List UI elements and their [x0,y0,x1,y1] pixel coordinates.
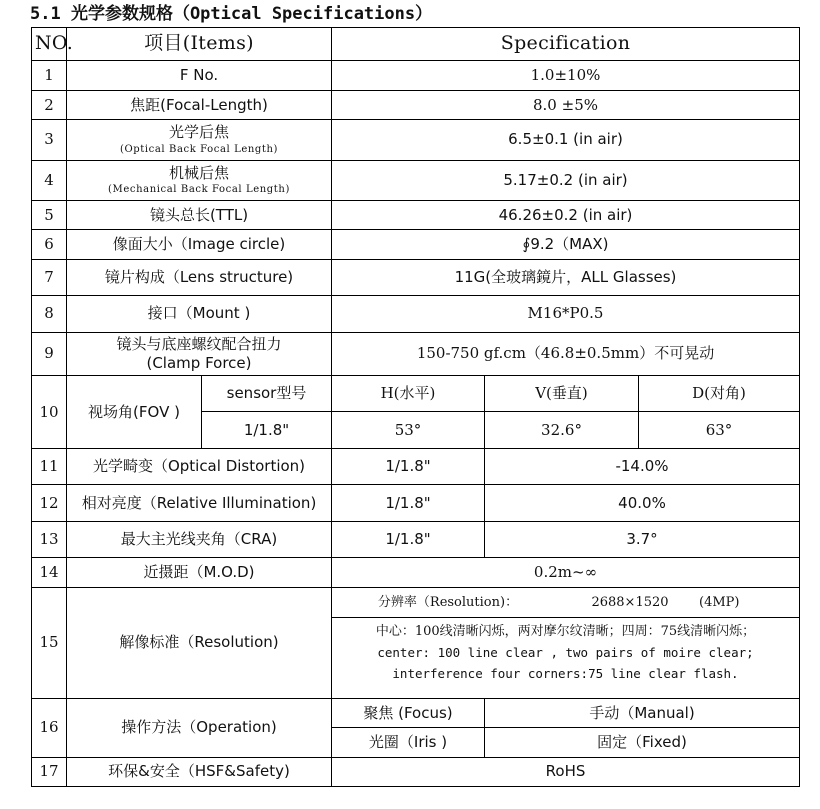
row-sensor: 1/1.8" [332,485,485,521]
row-no: 4 [32,160,67,200]
table-row [32,201,800,230]
table-row [32,558,800,587]
row-no: 3 [32,120,67,160]
fov-d-value: 63° [639,412,800,448]
row-item: 焦距(Focal-Length) [67,90,332,119]
row-spec: 150-750 gf.cm（46.8±0.5mm）不可晃动 [332,332,800,376]
row-item: 接口（Mount ) [67,296,332,332]
row-item: 最大主光线夹角（CRA) [67,521,332,557]
table-row [32,587,800,617]
row-spec: 46.26±0.2 (in air) [332,201,800,230]
row-no: 9 [32,332,67,376]
table-row [32,757,800,786]
row-no: 5 [32,201,67,230]
row-no: 13 [32,521,67,557]
row-spec: 3.7° [485,521,800,557]
operation-focus-value: 手动（Manual) [485,698,800,727]
row-item: 操作方法（Operation) [67,698,332,757]
table-row [32,521,800,557]
fov-v-label: V(垂直) [485,376,639,412]
row-no: 6 [32,230,67,259]
section-title: 5.1 光学参数规格（Optical Specifications） [30,4,433,24]
resolution-criteria [332,617,800,698]
row-no: 2 [32,90,67,119]
row-no: 12 [32,485,67,521]
table-row [32,698,800,727]
header-items: 项目(Items) [67,28,332,61]
row-item [67,160,332,200]
fov-v-value: 32.6° [485,412,639,448]
row-no: 8 [32,296,67,332]
row-item-sublabel: (Mechanical Back Focal Length) [108,184,290,196]
row-item: 视场角(FOV ) [67,376,202,449]
row-spec: M16*P0.5 [332,296,800,332]
row-item: 相对亮度（Relative Illumination) [67,485,332,521]
row-item: 解像标准（Resolution) [67,587,332,698]
row-no: 11 [32,448,67,484]
row-spec: 11G(全玻璃鏡片，ALL Glasses) [332,259,800,295]
table-header-row [32,28,800,61]
row-item: F No. [67,61,332,90]
row-spec: 0.2m~∞ [332,558,800,587]
table-row [32,61,800,90]
header-no: NO. [32,28,67,61]
row-no: 7 [32,259,67,295]
row-no: 10 [32,376,67,449]
row-spec: 6.5±0.1 (in air) [332,120,800,160]
table-row [32,90,800,119]
operation-iris-value: 固定（Fixed) [485,728,800,757]
row-item: 光学畸变（Optical Distortion) [67,448,332,484]
row-item-sublabel: (Optical Back Focal Length) [119,143,279,155]
fov-sensor-value: 1/1.8" [202,412,332,448]
row-item [67,332,332,376]
row-item: 镜片构成（Lens structure) [67,259,332,295]
table-row [32,160,800,200]
optical-spec-table [31,27,800,787]
resolution-criteria-cn: 中心：100线清晰闪烁，两对摩尔纹清晰；四周：75线清晰闪烁； [375,623,756,639]
resolution-label: 分辨率（Resolution)： [377,594,519,610]
row-item-label: 镜头与底座螺纹配合扭力 [116,335,282,354]
table-row [32,376,800,412]
row-item [67,120,332,160]
table-row [32,230,800,259]
row-sensor: 1/1.8" [332,521,485,557]
row-spec: 1.0±10% [332,61,800,90]
row-spec: 40.0% [485,485,800,521]
resolution-criteria-en-2: interference four corners:75 line clear flash. [392,665,739,681]
row-no: 15 [32,587,67,698]
fov-h-label: H(水平) [332,376,485,412]
table-row [32,332,800,376]
row-item-label: 光学后焦 [168,123,229,142]
row-spec: 5.17±0.2 (in air) [332,160,800,200]
resolution-summary [332,587,800,617]
table-row [32,120,800,160]
row-item: 近摄距（M.O.D) [67,558,332,587]
fov-d-label: D(对角) [639,376,800,412]
row-item: 镜头总长(TTL) [67,201,332,230]
row-no: 14 [32,558,67,587]
operation-focus-label: 聚焦 (Focus) [332,698,485,727]
table-row [32,485,800,521]
row-sensor: 1/1.8" [332,448,485,484]
table-row [32,259,800,295]
row-spec: 8.0 ±5% [332,90,800,119]
fov-sensor-label: sensor型号 [202,376,332,412]
fov-h-value: 53° [332,412,485,448]
row-no: 1 [32,61,67,90]
row-item: 环保&安全（HSF&Safety) [67,757,332,786]
row-item: 像面大小（Image circle) [67,230,332,259]
operation-iris-label: 光圈（Iris ) [332,728,485,757]
resolution-criteria-en-1: center: 100 line clear , two pairs of moire clear; [377,644,754,660]
row-item-sublabel: (Clamp Force) [146,353,252,372]
table-row [32,448,800,484]
header-specification: Specification [332,28,800,61]
row-no: 17 [32,757,67,786]
row-item-label: 机械后焦 [168,163,229,182]
row-spec: -14.0% [485,448,800,484]
resolution-megapixel: (4MP) [699,594,740,610]
row-no: 16 [32,698,67,757]
row-spec: ∮9.2（MAX) [332,230,800,259]
row-spec: RoHS [332,757,800,786]
resolution-value: 2688×1520 [591,594,669,610]
table-row [32,296,800,332]
